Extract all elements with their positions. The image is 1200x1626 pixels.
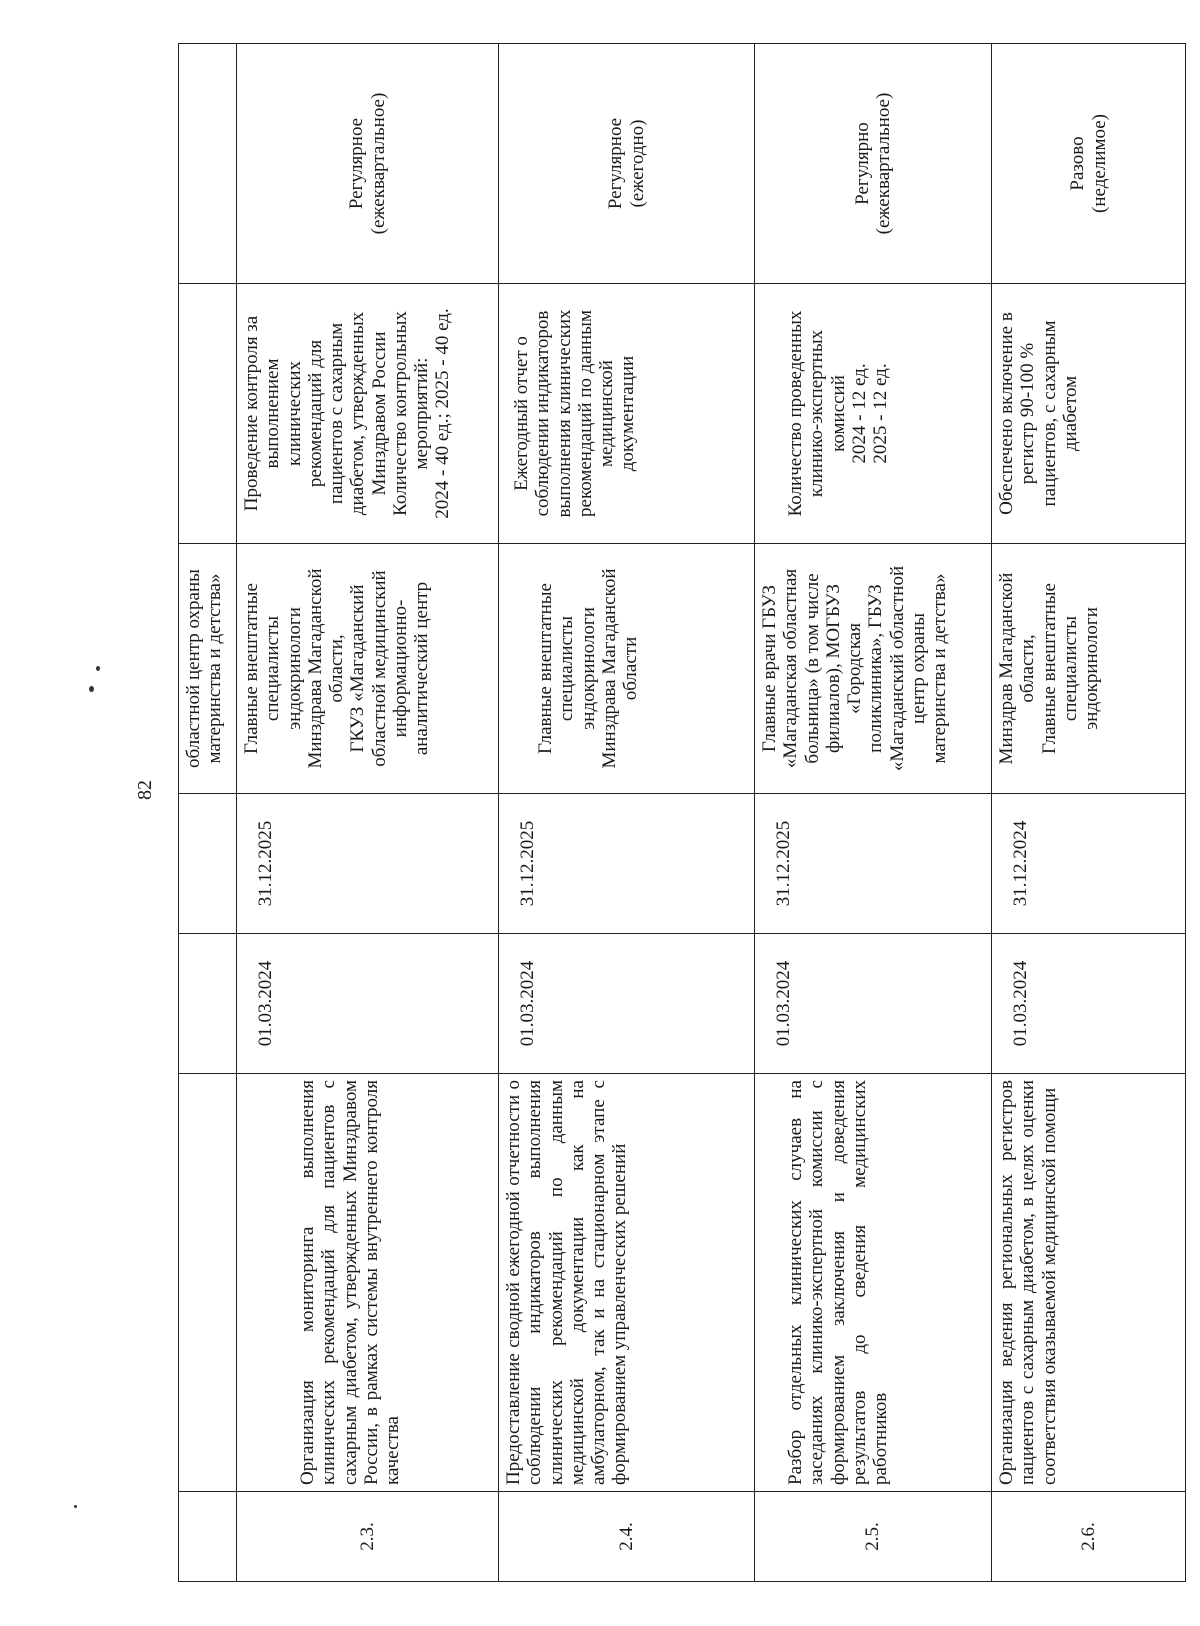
table-row [499,44,755,1582]
row-type [499,44,755,284]
row-end-date: 31.12.2024 [992,794,1186,934]
row-start-date: 01.03.2024 [499,934,755,1074]
row-number: 2.4. [499,1492,755,1582]
scan-speck [96,666,100,671]
row-result-text: Ежегодный отчет о соблюдении индикаторов выполнения клинических рекомендаций по данным медицинской документации [511,309,639,518]
row-number: 2.3. [237,1492,499,1582]
row-start-date: 01.03.2024 [237,934,499,1074]
row-type-text: Регулярное (ежеквартальное) [346,92,389,235]
row-responsible-text: Главные врачи ГБУЗ «Магаданская областная больница» (в том числе филиалов), МОГБУЗ «Городская поликлиника», ГБУЗ «Магаданский областной центр охраны материнства и детства» [759,565,951,772]
cont-end-cell [179,794,237,934]
row-start-date: 01.03.2024 [755,934,992,1074]
row-responsible [237,544,499,794]
row-start-date: 01.03.2024 [992,934,1186,1074]
cont-action-cell [179,1074,237,1492]
row-result-text: Проведение контроля за выполнением клинических рекомендаций для пациентов с сахарным диабетом, утвержденных Минздравом России Количество контрольных мероприятий: 2024 - 40 ед.; 2025 - 40 ед. [241,308,454,519]
row-result [237,284,499,544]
row-type [237,44,499,284]
row-action: Организация ведения региональных регистров пациентов с сахарным диабетом, в целях оценки соответствия оказываемой медицинской помощи [992,1074,1186,1492]
cont-type-cell [179,44,237,284]
row-responsible [755,544,992,794]
table-row [755,44,992,1582]
row-result [755,284,992,544]
row-type-text: Регулярное (ежегодно) [605,117,648,210]
row-number: 2.5. [755,1492,992,1582]
page-number: 82 [134,780,156,800]
row-end-date: 31.12.2025 [499,794,755,934]
row-number: 2.6. [992,1492,1186,1582]
table-row [992,44,1186,1582]
row-result [499,284,755,544]
cont-start-cell [179,934,237,1074]
row-end-date: 31.12.2025 [237,794,499,934]
row-responsible-text: Минздрав Магаданской области, Главные внештатные специалисты эндокринологи [996,572,1103,765]
continuation-row [179,44,237,1582]
row-action: Предоставление сводной ежегодной отчетности о соблюдении индикаторов выполнения клинических рекомендаций по данным медицинской документации как на амбулаторном, так и на стационарном этапе с формированием управленческих решений [499,1074,755,1492]
row-result [992,284,1186,544]
row-result-text: Количество проведенных клинико-экспертных комиссий 2024 - 12 ед. 2025 - 12 ед. [785,310,892,517]
row-action: Организация мониторинга выполнения клинических рекомендаций для пациентов с сахарным диабетом, утвержденных Минздравом России, в рамках системы внутреннего контроля качества [237,1074,499,1492]
row-type-text: Разово (неделимое) [1067,114,1110,213]
plan-table [178,43,1186,1582]
row-responsible [992,544,1186,794]
row-responsible-text: Главные внештатные специалисты эндокринологи Минздрава Магаданской области [535,568,642,769]
row-result-text: Обеспечено включение в регистр 90-100 % пациентов, с сахарным диабетом [996,312,1081,515]
cont-result-cell [179,284,237,544]
row-type [992,44,1186,284]
cont-responsible-text: областной центр охраны материнства и детства» [183,569,226,768]
row-type [755,44,992,284]
row-end-date: 31.12.2025 [755,794,992,934]
row-responsible-text: Главные внештатные специалисты эндокринологи Минздрава Магаданской области, ГКУЗ «Магаданский областной медицинский информационно- аналитический центр [241,568,433,769]
row-action: Разбор отдельных клинических случаев на заседаниях клинико-экспертной комиссии с формированием заключения и доведения результатов до сведения медицинских работников [755,1074,992,1492]
row-type-text: Регулярно (ежеквартальное) [851,92,894,235]
rotated-table-container [178,44,1185,1582]
scan-speck [89,686,94,692]
scan-speck [74,1505,77,1508]
cont-responsible-cell [179,544,237,794]
cont-num-cell [179,1492,237,1582]
table-row [237,44,499,1582]
row-responsible [499,544,755,794]
